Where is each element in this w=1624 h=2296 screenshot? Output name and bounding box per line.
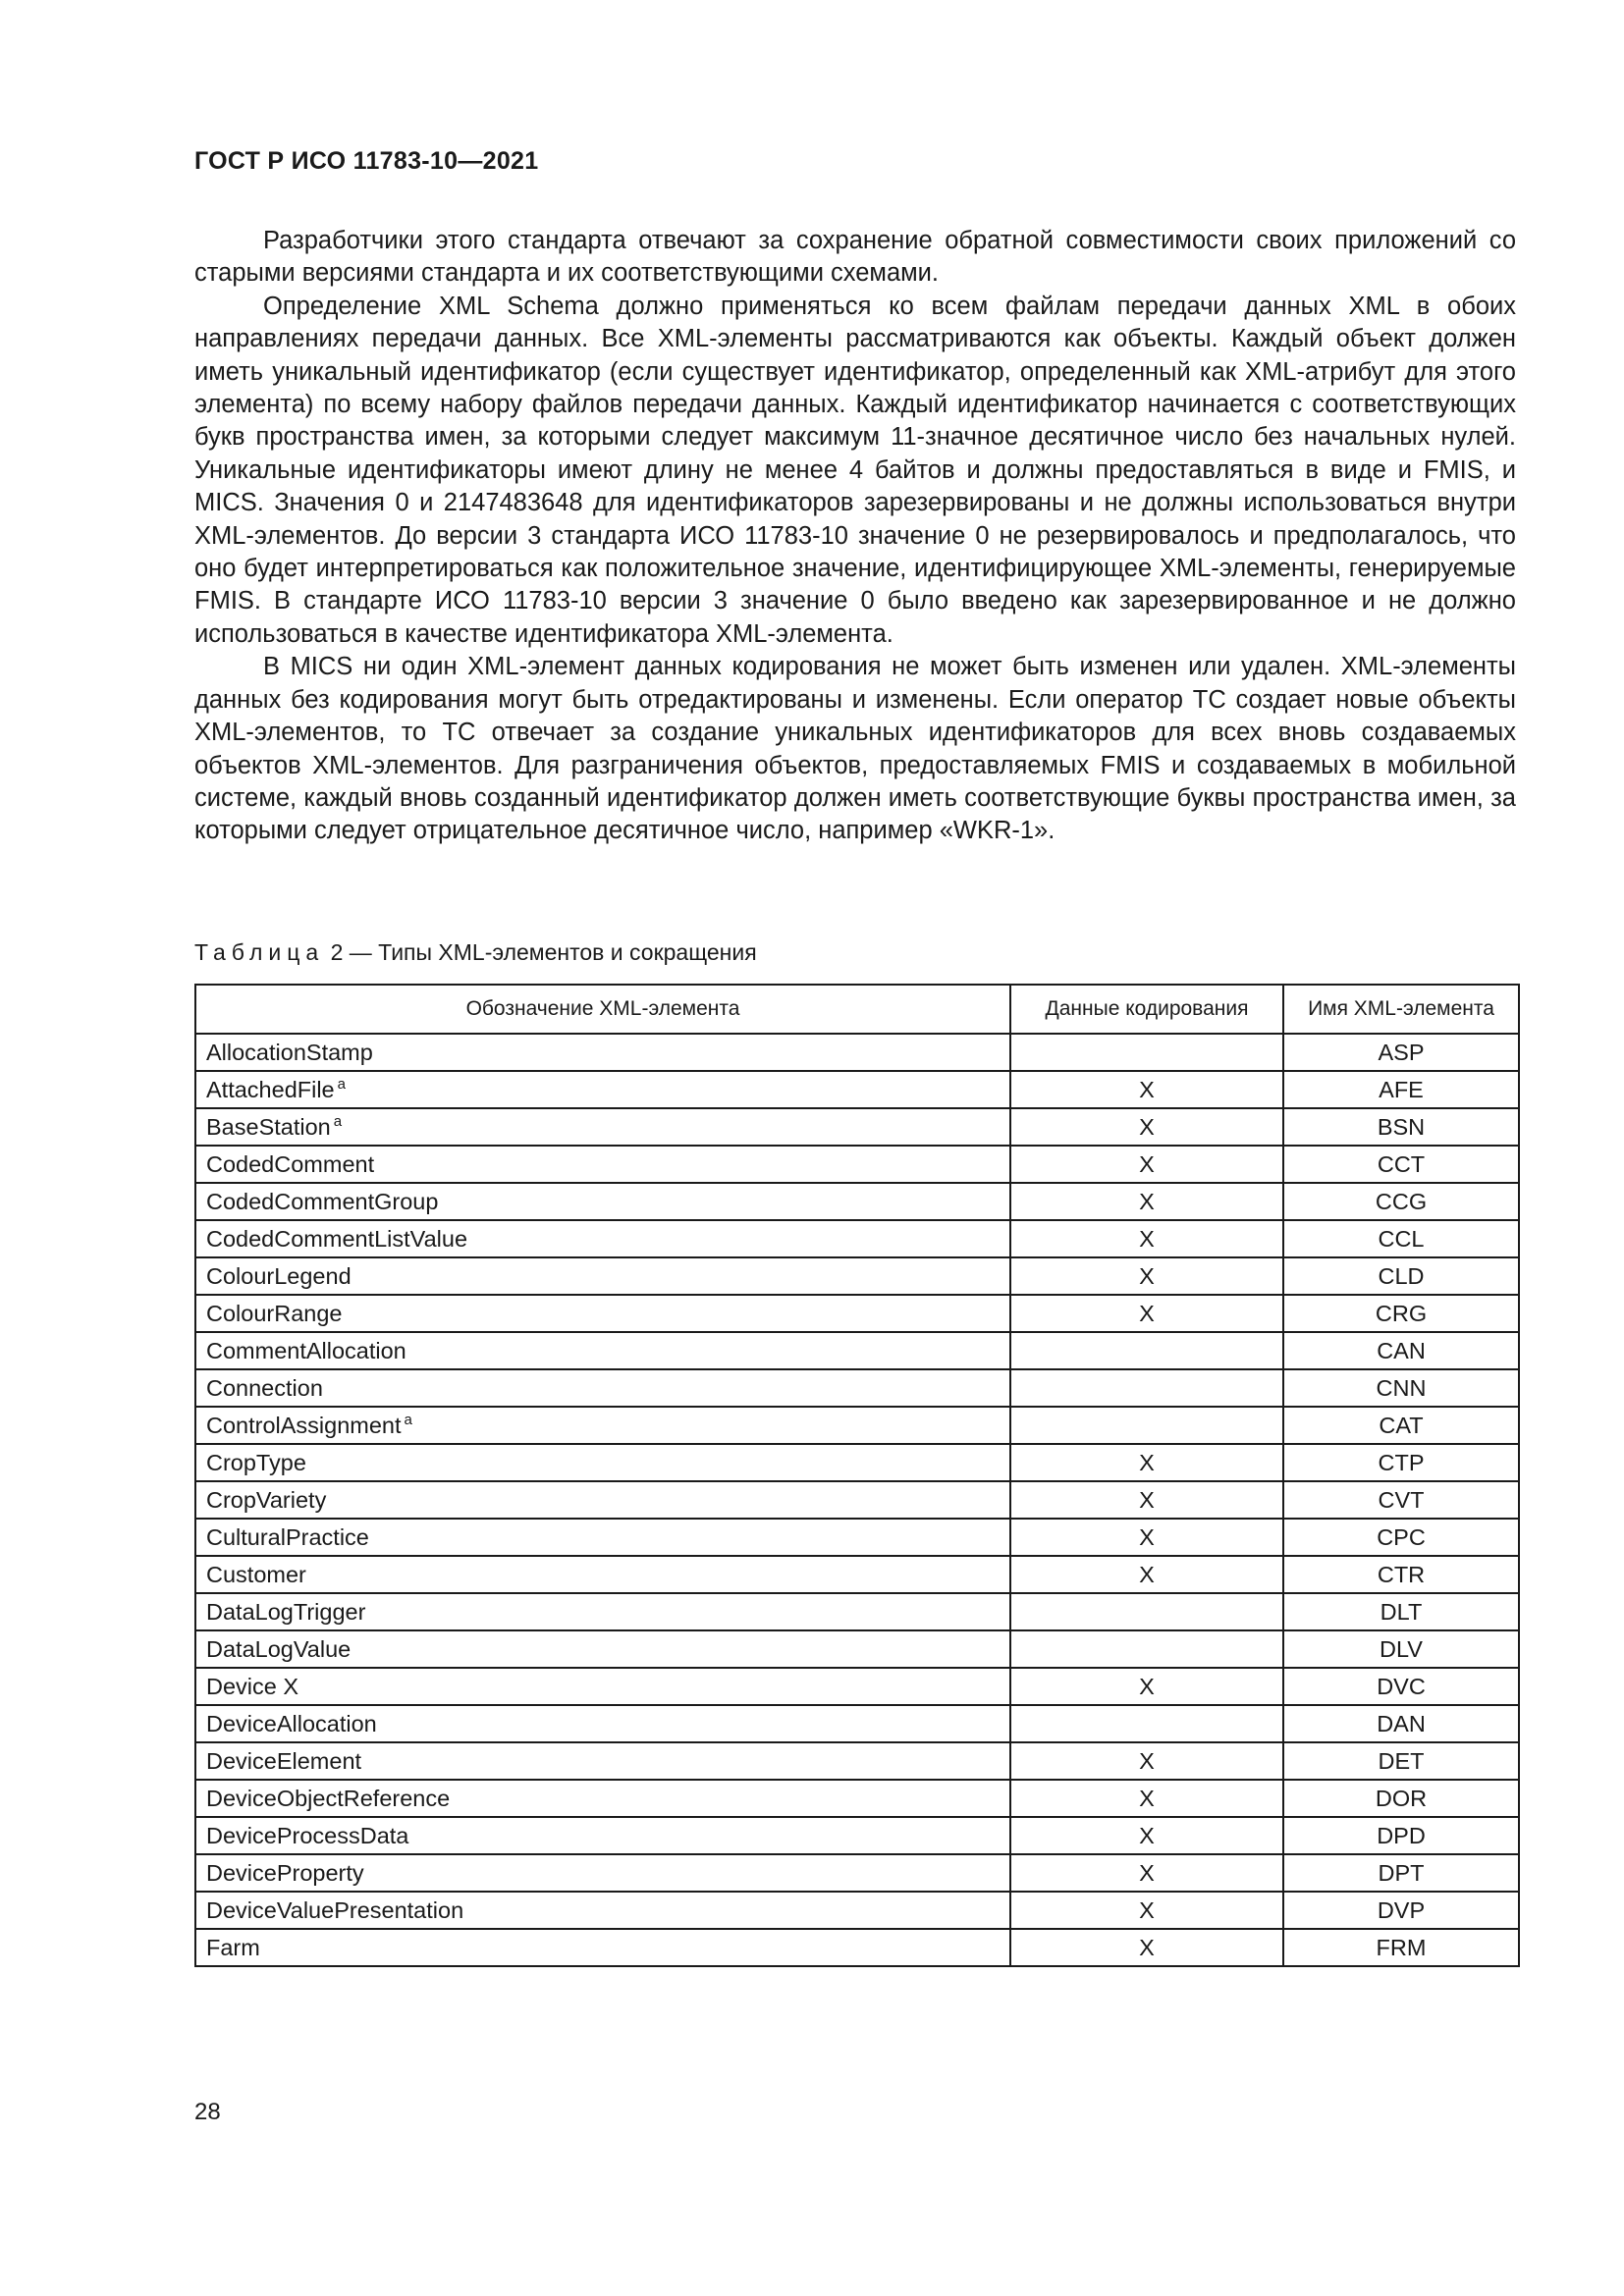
cell-coded-data: X	[1010, 1220, 1283, 1257]
element-designation: CodedCommentGroup	[206, 1188, 439, 1214]
table-caption-text: 2 — Типы XML-элементов и сокращения	[330, 939, 757, 965]
table-row	[195, 1071, 1519, 1108]
cell-element-name: DAN	[1283, 1705, 1519, 1742]
cell-coded-data: X	[1010, 1742, 1283, 1780]
table-body	[195, 1034, 1519, 1966]
paragraph: Определение XML Schema должно применяться ко всем файлам передачи данных XML в обоих направлениях передачи данных. Все XML-элементы рассматриваются как объекты. Каждый объект должен иметь уникальный идентификатор (если существует идентификатор, определенный как XML-атрибут для этого элемента) по всему набору файлов передачи данных. Каждый идентификатор начинается с соответствующих букв пространства имен, за которыми следует максимум 11-значное десятичное число без начальных нулей. Уникальные идентификаторы имеют длину не менее 4 байтов и должны предоставляться в виде и FMIS, и MICS. Значения 0 и 2147483648 для идентификаторов зарезервированы и не должны использоваться внутри XML-элементов. До версии 3 стандарта ИСО 11783-10 значение 0 не резервировалось и предполагалось, что оно будет интерпретироваться как положительное значение, идентифицирующее XML-элементы, генерируемые FMIS. В стандарте ИСО 11783-10 версии 3 значение 0 было введено как зарезервированное и не должно использоваться в качестве идентификатора XML-элемента.	[194, 292, 1516, 648]
cell-element-name: CNN	[1283, 1369, 1519, 1407]
cell-element-name: CCG	[1283, 1183, 1519, 1220]
cell-element-name: ASP	[1283, 1034, 1519, 1071]
cell-element-designation	[195, 1742, 1010, 1780]
cell-coded-data: X	[1010, 1817, 1283, 1854]
element-designation: DeviceElement	[206, 1747, 362, 1774]
cell-element-designation	[195, 1295, 1010, 1332]
cell-coded-data: X	[1010, 1780, 1283, 1817]
cell-coded-data: X	[1010, 1183, 1283, 1220]
cell-element-designation	[195, 1034, 1010, 1071]
column-header-element-name: Имя XML-элемента	[1283, 985, 1519, 1034]
body-text	[194, 225, 1516, 848]
cell-element-designation	[195, 1407, 1010, 1444]
element-designation: CulturalPractice	[206, 1523, 369, 1550]
cell-element-name: DLT	[1283, 1593, 1519, 1630]
cell-element-name: DPD	[1283, 1817, 1519, 1854]
cell-element-designation	[195, 1929, 1010, 1966]
table-header-row	[195, 985, 1519, 1034]
element-designation: Device X	[206, 1673, 299, 1699]
cell-coded-data: X	[1010, 1929, 1283, 1966]
cell-element-designation	[195, 1257, 1010, 1295]
cell-element-designation	[195, 1071, 1010, 1108]
element-designation: DeviceAllocation	[206, 1710, 377, 1736]
element-designation: BaseStation	[206, 1113, 331, 1140]
cell-element-designation	[195, 1108, 1010, 1146]
table-row	[195, 1556, 1519, 1593]
cell-element-designation	[195, 1519, 1010, 1556]
cell-element-name: DPT	[1283, 1854, 1519, 1892]
cell-coded-data	[1010, 1407, 1283, 1444]
cell-element-designation	[195, 1369, 1010, 1407]
table-row	[195, 1369, 1519, 1407]
table-row	[195, 1220, 1519, 1257]
element-designation: CodedCommentListValue	[206, 1225, 468, 1252]
cell-coded-data: X	[1010, 1444, 1283, 1481]
cell-coded-data: X	[1010, 1108, 1283, 1146]
element-designation: ColourLegend	[206, 1262, 352, 1289]
cell-element-designation	[195, 1705, 1010, 1742]
table-row	[195, 1519, 1519, 1556]
column-header-designation: Обозначение XML-элемента	[195, 985, 1010, 1034]
cell-element-name: AFE	[1283, 1071, 1519, 1108]
cell-coded-data: X	[1010, 1146, 1283, 1183]
footnote-marker: a	[404, 1411, 412, 1428]
table-row	[195, 1668, 1519, 1705]
cell-element-name: CCT	[1283, 1146, 1519, 1183]
cell-element-designation	[195, 1630, 1010, 1668]
cell-element-designation	[195, 1183, 1010, 1220]
paragraph: Разработчики этого стандарта отвечают за сохранение обратной совместимости своих приложений со старыми версиями стандарта и их соответствующими схемами.	[194, 227, 1516, 288]
paragraph: В MICS ни один XML-элемент данных кодирования не может быть изменен или удален. XML-элементы данных без кодирования могут быть отредактированы и изменены. Если оператор ТС создает новые объекты XML-элементов, то ТС отвечает за создание уникальных идентификаторов для всех вновь создаваемых объектов XML-элементов. Для разграничения объектов, предоставляемых FMIS и создаваемых в мобильной системе, каждый вновь созданный идентификатор должен иметь соответствующие буквы пространства имен, за которыми следует отрицательное десятичное число, например «WKR-1».	[194, 653, 1516, 845]
element-designation: Connection	[206, 1374, 323, 1401]
cell-element-name: CTP	[1283, 1444, 1519, 1481]
cell-element-name: CPC	[1283, 1519, 1519, 1556]
footnote-marker: a	[337, 1075, 346, 1093]
cell-element-name: DLV	[1283, 1630, 1519, 1668]
xml-elements-table	[194, 984, 1520, 1967]
element-designation: CropVariety	[206, 1486, 327, 1513]
cell-element-designation	[195, 1332, 1010, 1369]
element-designation: AllocationStamp	[206, 1039, 373, 1065]
element-designation: Customer	[206, 1561, 306, 1587]
cell-element-designation	[195, 1780, 1010, 1817]
table-row	[195, 1407, 1519, 1444]
cell-element-designation	[195, 1668, 1010, 1705]
table-row	[195, 1146, 1519, 1183]
footnote-marker: a	[333, 1112, 343, 1130]
element-designation: ControlAssignment	[206, 1412, 402, 1438]
cell-element-name: CTR	[1283, 1556, 1519, 1593]
element-designation: DataLogTrigger	[206, 1598, 366, 1625]
cell-element-name: CVT	[1283, 1481, 1519, 1519]
cell-element-name: CCL	[1283, 1220, 1519, 1257]
element-designation: CropType	[206, 1449, 306, 1475]
table-row	[195, 1929, 1519, 1966]
table-caption-label: Таблица	[194, 939, 325, 965]
table-row	[195, 1183, 1519, 1220]
element-designation: DeviceValuePresentation	[206, 1896, 464, 1923]
cell-coded-data	[1010, 1332, 1283, 1369]
document-header: ГОСТ Р ИСО 11783-10—2021	[194, 147, 539, 175]
cell-element-name: CAN	[1283, 1332, 1519, 1369]
cell-element-designation	[195, 1556, 1010, 1593]
table-row	[195, 1854, 1519, 1892]
cell-element-designation	[195, 1146, 1010, 1183]
element-designation: DataLogValue	[206, 1635, 352, 1662]
cell-element-name: FRM	[1283, 1929, 1519, 1966]
element-designation: Farm	[206, 1934, 260, 1960]
table-row	[195, 1108, 1519, 1146]
table-row	[195, 1295, 1519, 1332]
element-designation: DeviceProcessData	[206, 1822, 409, 1848]
cell-coded-data: X	[1010, 1257, 1283, 1295]
element-designation: DeviceProperty	[206, 1859, 364, 1886]
cell-coded-data	[1010, 1369, 1283, 1407]
table-row	[195, 1481, 1519, 1519]
table-row	[195, 1034, 1519, 1071]
cell-element-name: CRG	[1283, 1295, 1519, 1332]
cell-element-designation	[195, 1892, 1010, 1929]
cell-element-designation	[195, 1220, 1010, 1257]
cell-coded-data: X	[1010, 1295, 1283, 1332]
cell-element-designation	[195, 1817, 1010, 1854]
cell-coded-data: X	[1010, 1071, 1283, 1108]
cell-element-name: BSN	[1283, 1108, 1519, 1146]
cell-coded-data: X	[1010, 1668, 1283, 1705]
cell-element-name: DVC	[1283, 1668, 1519, 1705]
table-row	[195, 1780, 1519, 1817]
cell-element-designation	[195, 1593, 1010, 1630]
table-caption	[194, 939, 757, 966]
cell-element-designation	[195, 1444, 1010, 1481]
page-number: 28	[194, 2099, 221, 2125]
cell-element-name: CLD	[1283, 1257, 1519, 1295]
element-designation: CodedComment	[206, 1150, 375, 1177]
cell-coded-data: X	[1010, 1892, 1283, 1929]
cell-element-designation	[195, 1854, 1010, 1892]
table-row	[195, 1742, 1519, 1780]
table-row	[195, 1593, 1519, 1630]
cell-coded-data	[1010, 1630, 1283, 1668]
cell-element-name: DOR	[1283, 1780, 1519, 1817]
table-row	[195, 1817, 1519, 1854]
table-row	[195, 1630, 1519, 1668]
cell-element-name: DVP	[1283, 1892, 1519, 1929]
element-designation: ColourRange	[206, 1300, 343, 1326]
table-row	[195, 1257, 1519, 1295]
cell-coded-data	[1010, 1705, 1283, 1742]
cell-element-name: CAT	[1283, 1407, 1519, 1444]
table-row	[195, 1705, 1519, 1742]
cell-element-name: DET	[1283, 1742, 1519, 1780]
table-row	[195, 1892, 1519, 1929]
cell-coded-data: X	[1010, 1519, 1283, 1556]
cell-coded-data: X	[1010, 1481, 1283, 1519]
element-designation: DeviceObjectReference	[206, 1785, 451, 1811]
table-row	[195, 1332, 1519, 1369]
cell-coded-data	[1010, 1593, 1283, 1630]
cell-coded-data: X	[1010, 1556, 1283, 1593]
cell-element-designation	[195, 1481, 1010, 1519]
element-designation: AttachedFile	[206, 1076, 335, 1102]
cell-coded-data: X	[1010, 1854, 1283, 1892]
column-header-coded-data: Данные кодирования	[1010, 985, 1283, 1034]
element-designation: CommentAllocation	[206, 1337, 406, 1363]
table-row	[195, 1444, 1519, 1481]
cell-coded-data	[1010, 1034, 1283, 1071]
